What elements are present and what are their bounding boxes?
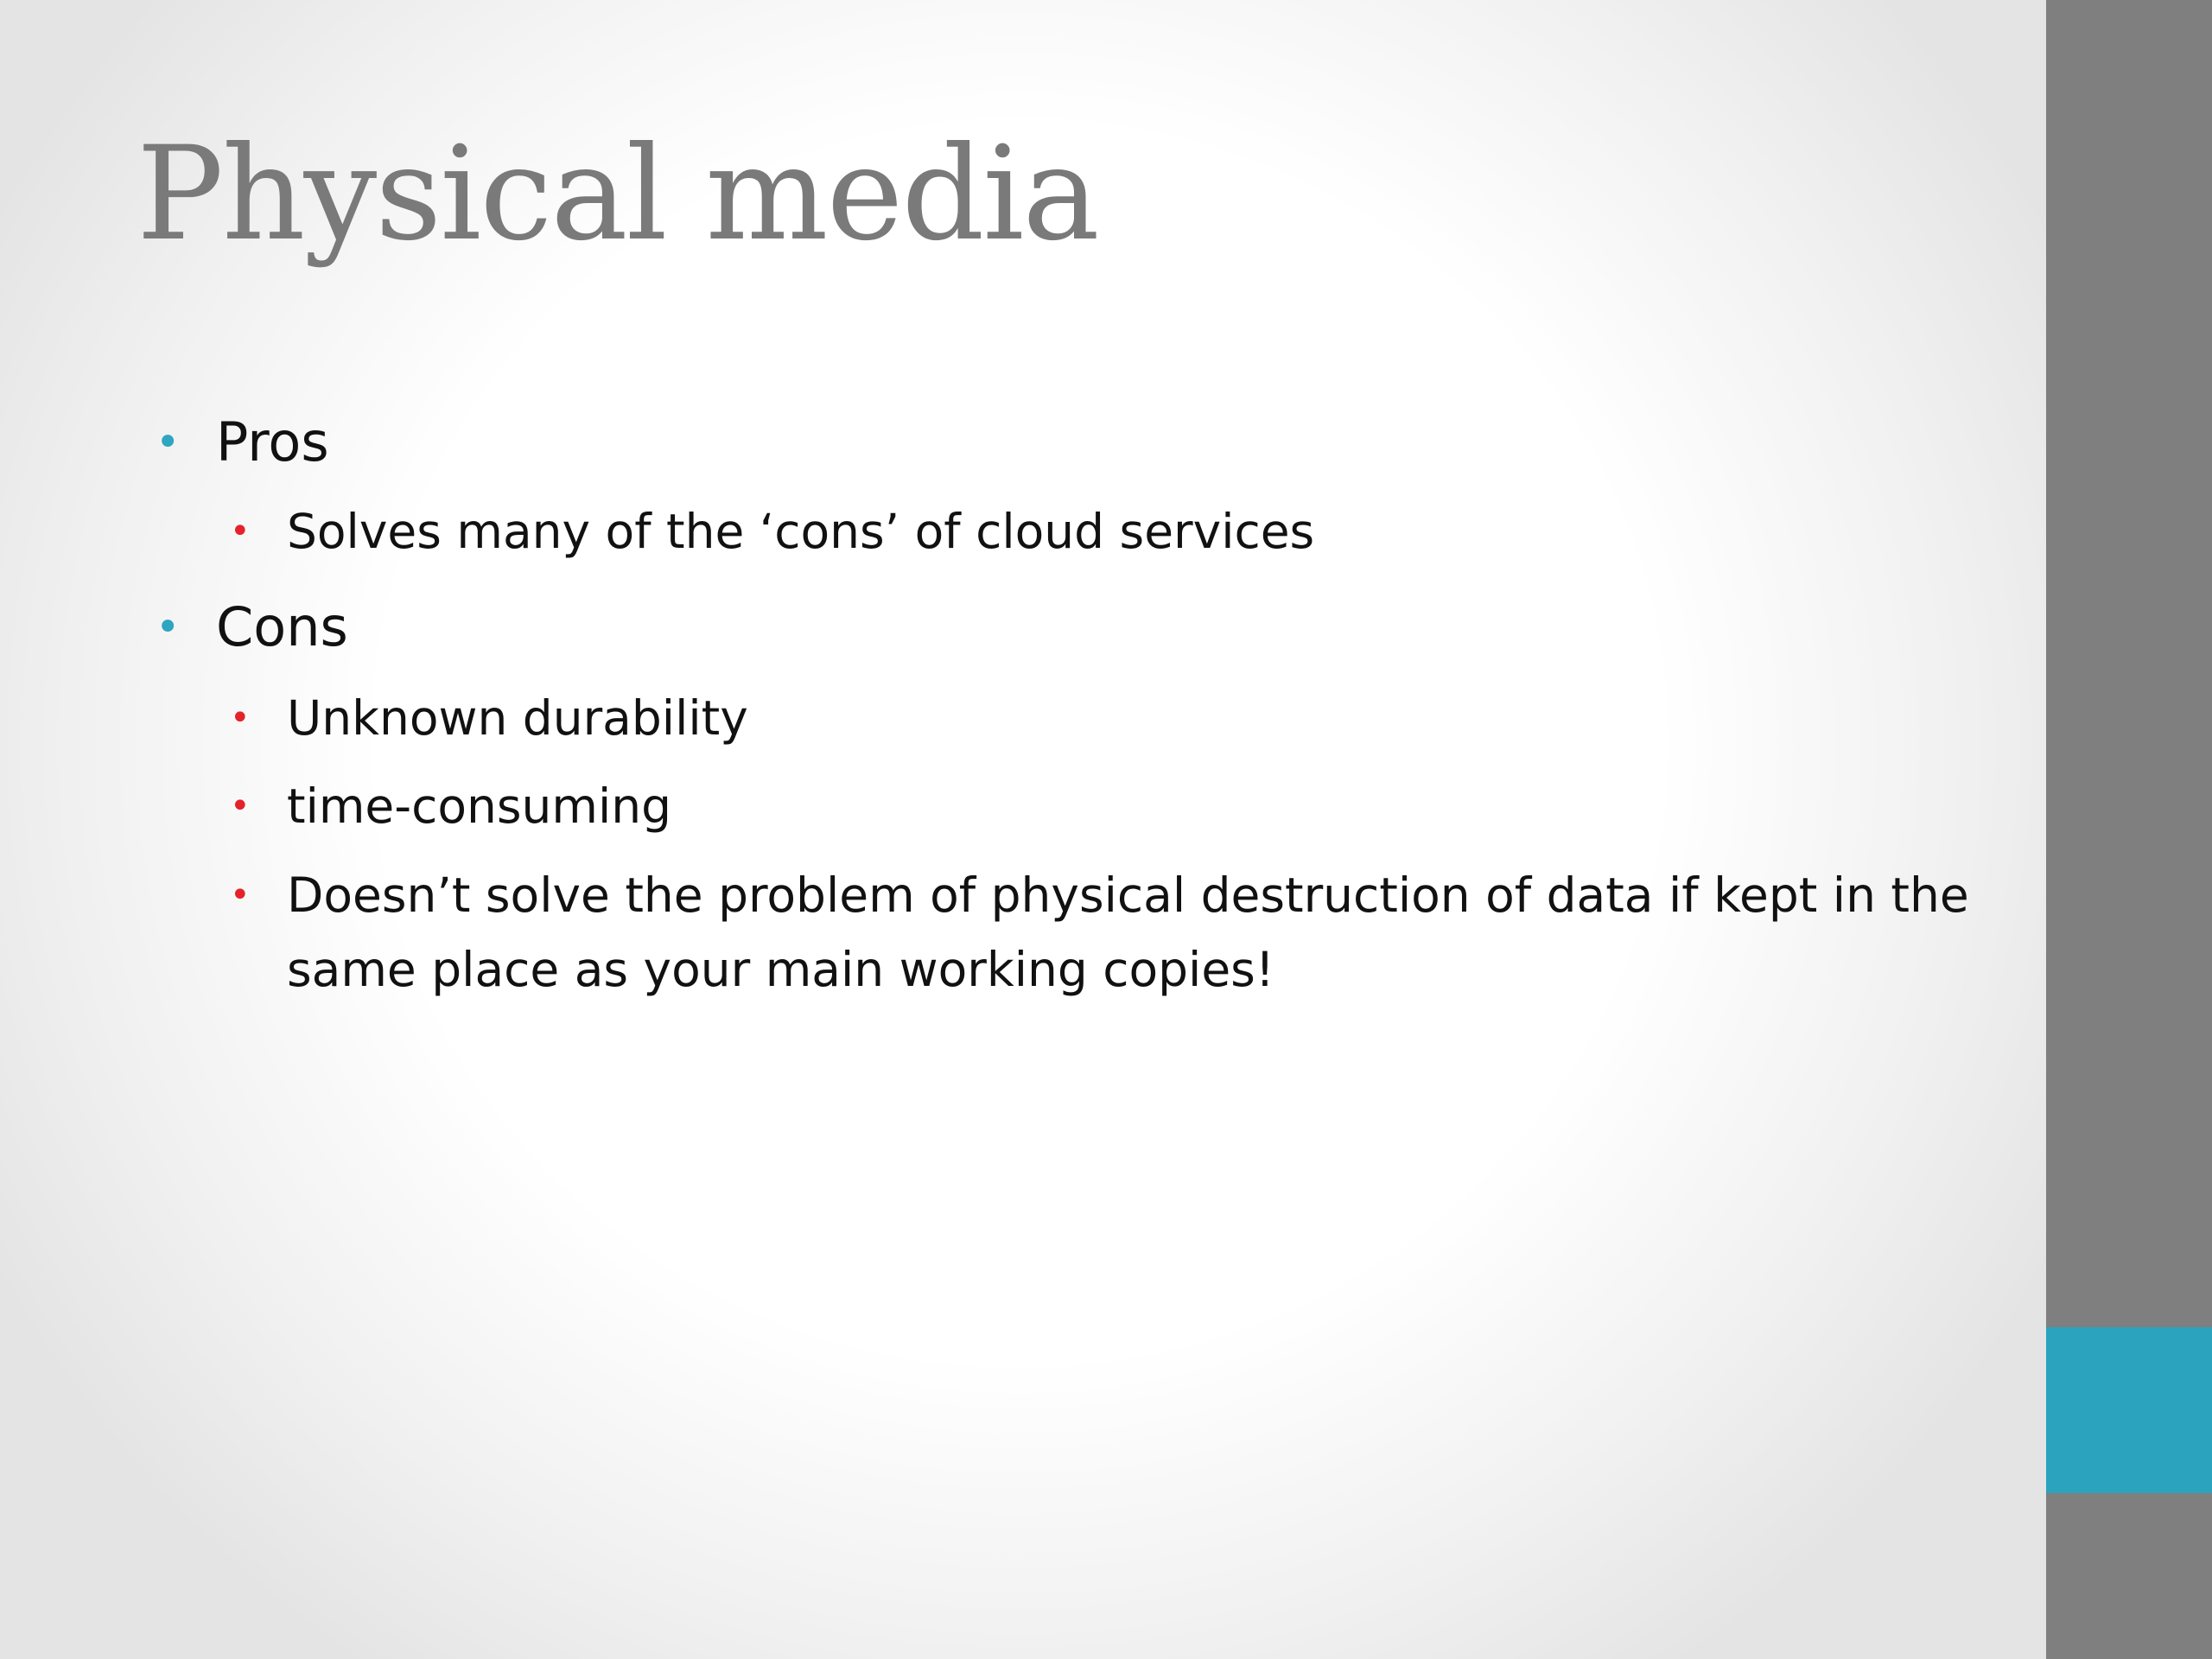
bullet-dot-icon: • [156, 418, 181, 467]
sidebar-accent-block [2046, 1327, 2212, 1493]
sub-bullet-pros-1 [230, 494, 1972, 569]
sub-bullet-cons-3 [230, 858, 1972, 1007]
sub-bullet-text: time-consuming [287, 779, 671, 834]
sidebar-decoration [2046, 0, 2212, 1659]
bullet-cons [156, 594, 348, 660]
bullet-label-cons: Cons [216, 595, 348, 658]
sub-bullet-dot-icon: • [230, 512, 251, 551]
bullet-dot-icon: • [156, 603, 181, 652]
sub-bullet-text: Doesn’t solve the problem of physical destruction of data if kept in the same place as your main working copies! [287, 868, 1969, 997]
sub-bullet-cons-1 [230, 681, 1972, 755]
bullet-label-pros: Pros [216, 410, 329, 474]
sub-bullet-dot-icon: • [230, 786, 251, 826]
sub-bullet-dot-icon: • [230, 698, 251, 738]
sub-bullet-dot-icon: • [230, 875, 251, 915]
bullet-pros [156, 410, 329, 475]
sub-bullet-text: Solves many of the ‘cons’ of cloud services [287, 504, 1315, 559]
sub-bullet-cons-2 [230, 769, 1972, 843]
sub-bullet-text: Unknown durability [287, 690, 748, 746]
slide-title: Physical media [137, 119, 1098, 270]
